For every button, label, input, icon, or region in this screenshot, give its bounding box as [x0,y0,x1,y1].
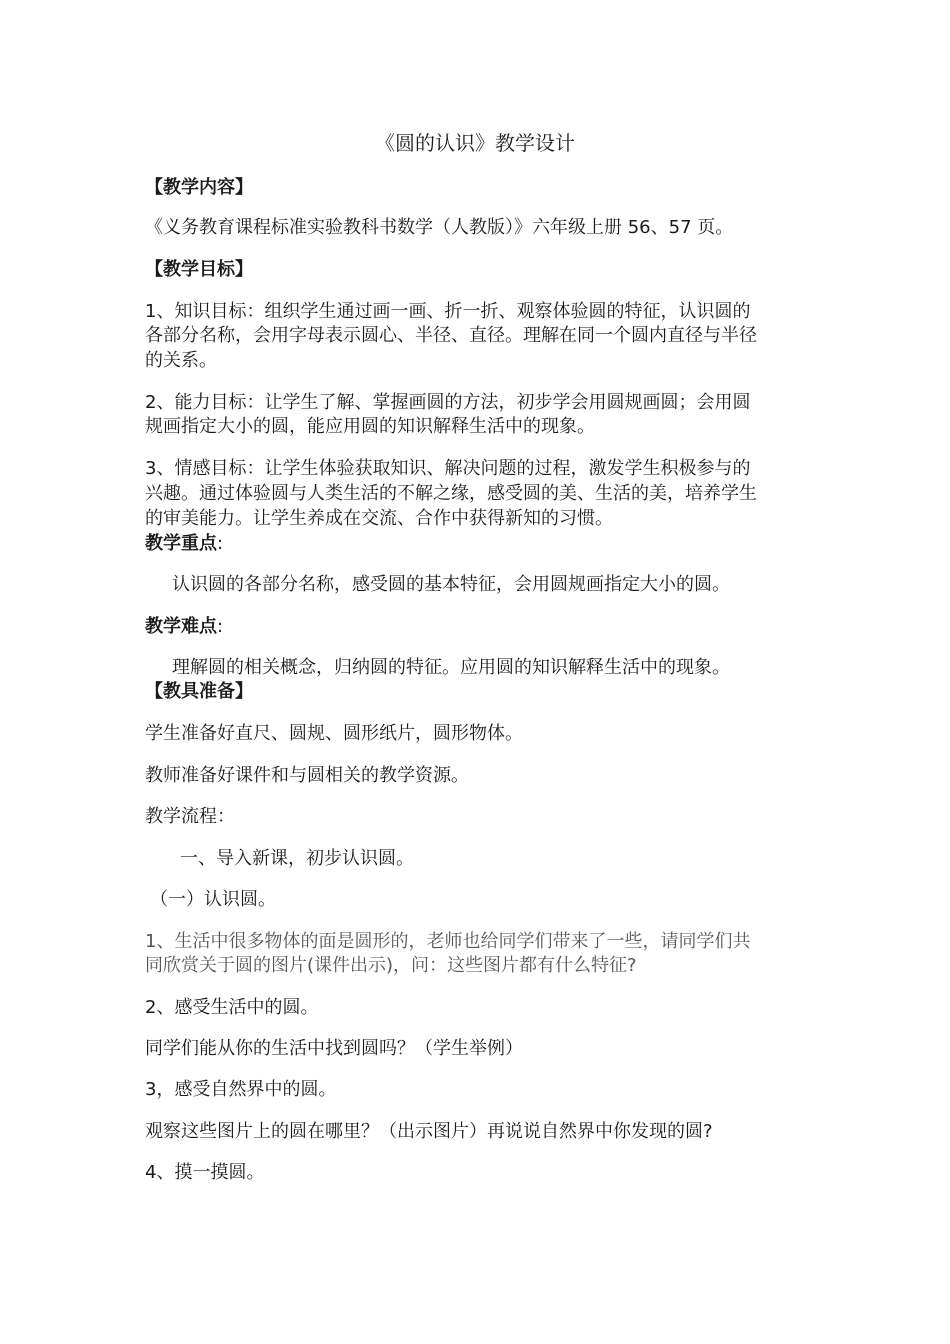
section-heading-content: 【教学内容】 [145,177,253,198]
step1-subheading: （一）认识圆。 [150,889,276,910]
key-points-heading: 教学重点 [145,533,217,554]
flow-label: 教学流程： [145,806,235,827]
goal3-line2: 兴趣。通过体验圆与人类生活的不解之缘，感受圆的美、生活的美，培养学生 [145,483,757,504]
goal3-line3: 的审美能力。让学生养成在交流、合作中获得新知的习惯。 [145,508,613,529]
section-heading-goals: 【教学目标】 [145,259,253,280]
goal1-line3: 的关系。 [145,350,217,371]
difficulty-heading: 教学难点 [145,616,217,637]
section-heading-tools: 【教具准备】 [145,681,253,702]
item3-question: 观察这些图片上的圆在哪里？（出示图片）再说说自然界中你发现的圆? [145,1121,713,1142]
key-points-colon: : [217,533,224,554]
goal2-line2: 规画指定大小的圆，能应用圆的知识解释生活中的现象。 [145,416,595,437]
content-text: 《义务教育课程标准实验教科书数学（人教版）》六年级上册 56、57 页。 [145,217,734,238]
goal2-line1: 2、能力目标：让学生了解、掌握画圆的方法，初步学会用圆规画圆；会用圆 [145,392,751,413]
key-points-heading-row [145,532,805,556]
difficulty-colon: : [217,616,224,637]
difficulty-heading-row [145,615,805,639]
goal3-line1: 3、情感目标：让学生体验获取知识、解决问题的过程，激发学生积极参与的 [145,458,751,479]
tools-student: 学生准备好直尺、圆规、圆形纸片，圆形物体。 [145,723,523,744]
step1-heading: 一、导入新课，初步认识圆。 [180,848,414,869]
item1-line2: 同欣赏关于圆的图片(课件出示)，问：这些图片都有什么特征? [145,955,637,976]
item2-question: 同学们能从你的生活中找到圆吗？（学生举例） [145,1038,523,1059]
item3: 3，感受自然界中的圆。 [145,1079,337,1100]
difficulty-text: 理解圆的相关概念，归纳圆的特征。应用圆的知识解释生活中的现象。 [172,657,730,678]
item4: 4、摸一摸圆。 [145,1162,265,1183]
key-points-text: 认识圆的各部分名称，感受圆的基本特征，会用圆规画指定大小的圆。 [172,574,730,595]
item2: 2、感受生活中的圆。 [145,997,319,1018]
goal1-line1: 1、知识目标：组织学生通过画一画、折一折、观察体验圆的特征，认识圆的 [145,301,751,322]
goal1-line2: 各部分名称，会用字母表示圆心、半径、直径。理解在同一个圆内直径与半径 [145,325,757,346]
page-title: 《圆的认识》教学设计 [375,131,575,155]
item1-line1: 1、生活中很多物体的面是圆形的，老师也给同学们带来了一些，请同学们共 [145,931,751,952]
tools-teacher: 教师准备好课件和与圆相关的教学资源。 [145,765,469,786]
